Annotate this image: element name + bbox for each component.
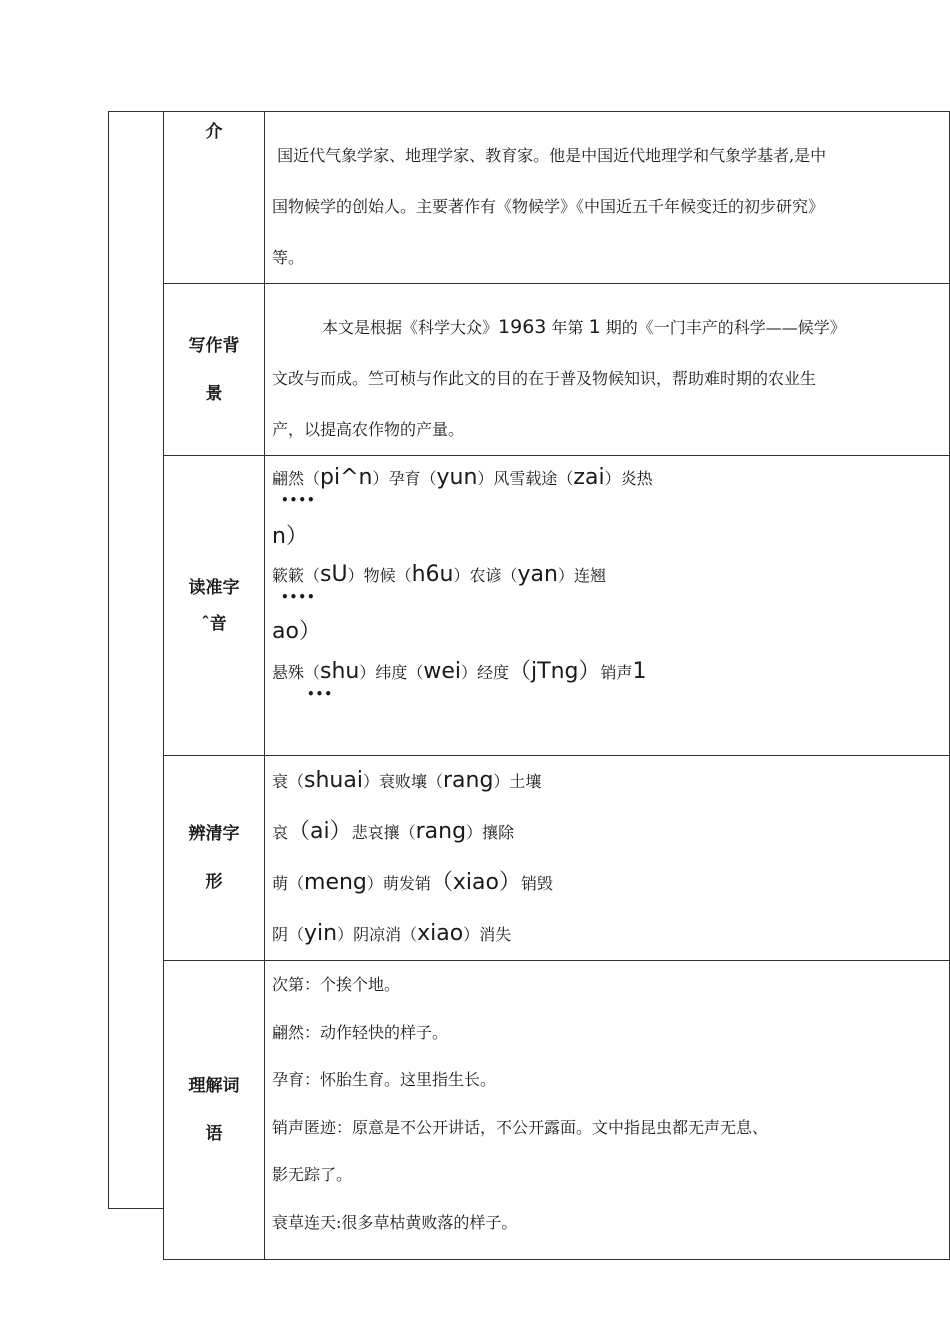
intro-line-3: 等。 — [272, 248, 305, 267]
word-text: 哀 — [272, 823, 289, 842]
vocab-line-3: 孕育：怀胎生育。这里指生长。 — [272, 1070, 497, 1089]
row-vocab — [164, 961, 950, 1260]
word-text: 萌（ — [272, 874, 305, 893]
label-vocab-line2: 语 — [205, 1124, 223, 1144]
label-cell-background — [164, 284, 265, 456]
pinyin: （jTng） — [509, 659, 601, 684]
background-line-3: 产，以提高农作物的产量。 — [272, 420, 465, 439]
label-cell-pronunciation — [164, 456, 265, 756]
word-text: ）孕育（ — [372, 469, 437, 488]
glyph-line-2 — [265, 807, 949, 858]
word-text: ）衰败壤（ — [362, 772, 443, 791]
content-cell-glyphs — [265, 756, 950, 961]
word-text: 衰（ — [272, 772, 305, 791]
pinyin: yan — [517, 562, 558, 587]
vocab-list — [265, 961, 949, 1246]
emphasis-dots-3: ••• — [307, 687, 334, 701]
background-line-1 — [272, 302, 943, 353]
word-text: 销声 — [600, 663, 633, 682]
label-pronunciation-line2: ˆ音 — [201, 613, 227, 634]
label-background — [164, 284, 264, 455]
word-text: ）风雪载途（ — [477, 469, 574, 488]
word-text: 翩然（ — [272, 469, 321, 488]
label-glyphs-line1: 辨清字 — [188, 824, 240, 844]
pinyin: rang — [442, 768, 494, 793]
pinyin: zai — [573, 465, 605, 490]
word-text: 簌簌（ — [272, 566, 321, 585]
pinyin: sU — [320, 562, 348, 587]
word-text: 销毁 — [520, 874, 553, 893]
pinyin: shuai — [304, 768, 363, 793]
vocab-line-4: 销声匿迹：原意是不公开讲话，不公开露面。文中指昆虫都无声无息、 — [272, 1117, 769, 1137]
pronunciation-overflow-2: ao） — [272, 619, 321, 644]
content-cell-background — [265, 284, 950, 456]
background-text-mid: 年第 — [546, 318, 589, 337]
word-text: 悬殊（ — [272, 663, 321, 682]
background-line-2: 文改与而成。竺可桢与作此文的目的在于普及物候知识，帮助难时期的农业生 — [272, 369, 817, 388]
pinyin: rang — [415, 819, 467, 844]
pinyin: h6u — [411, 562, 454, 587]
label-glyphs-line2: 形 — [205, 872, 223, 892]
row-background — [164, 284, 950, 456]
label-vocab — [164, 961, 264, 1259]
pinyin: xiao — [417, 921, 464, 946]
label-cell-intro — [164, 112, 265, 284]
pinyin: （ai） — [288, 819, 352, 844]
label-intro: 介 — [205, 122, 223, 142]
pinyin: （xiao） — [430, 870, 521, 895]
word-text: 悲哀攘（ — [351, 823, 416, 842]
word-text: ）纬度（ — [359, 663, 424, 682]
intro-paragraph — [265, 112, 949, 283]
vocab-line-6: 衰草连天:很多草枯黄败落的样子。 — [272, 1212, 518, 1232]
intro-line-1: 国近代气象学家、地理学家、教育家。他是中国近代地理学和气象学基者,是中 — [272, 146, 827, 165]
lesson-table — [163, 111, 950, 1260]
background-text-pre: 本文是根据《科学大众》 — [322, 318, 499, 337]
pinyin: pi^n — [320, 465, 373, 490]
word-text: ）土壤 — [493, 772, 542, 791]
row-glyphs — [164, 756, 950, 961]
intro-line-2: 国物候学的创始人。主要著作有《物候学》《中国近五千年候变迁的初步研究》 — [272, 197, 825, 216]
row-pronunciation — [164, 456, 950, 756]
pronunciation-row-1 — [265, 464, 949, 493]
emphasis-dots-2: •••• — [281, 590, 316, 604]
background-text-post: 期的《一门丰产的科学——候学》 — [600, 318, 846, 337]
label-vocab-line1: 理解词 — [188, 1076, 240, 1096]
background-year: 1963 — [498, 316, 547, 338]
label-background-line1: 写作背 — [188, 335, 240, 356]
pronunciation-row-3 — [265, 658, 949, 687]
pronunciation-overflow-1: n） — [272, 524, 308, 549]
glyphs-list — [265, 756, 949, 960]
pronunciation-row-2 — [265, 561, 949, 590]
pinyin: 1 — [632, 659, 647, 684]
label-cell-vocab — [164, 961, 265, 1260]
label-pronunciation — [164, 456, 264, 755]
word-text: ）阴凉消（ — [337, 925, 418, 944]
background-issue-number: 1 — [588, 316, 601, 338]
content-cell-intro — [265, 112, 950, 284]
word-text: ）攘除 — [466, 823, 515, 842]
row-intro — [164, 112, 950, 284]
vocab-line-1: 次第：个挨个地。 — [272, 975, 401, 994]
vocab-line-2: 翩然：动作轻快的样子。 — [272, 1022, 449, 1042]
label-pronunciation-line1: 读准字 — [188, 577, 240, 598]
vocab-line-5: 影无踪了。 — [272, 1165, 353, 1184]
glyph-line-1 — [265, 756, 949, 807]
emphasis-dots-1: •••• — [281, 493, 316, 507]
word-text: ）消失 — [463, 925, 512, 944]
word-text: ）农谚（ — [453, 566, 518, 585]
pronunciation-list — [265, 456, 949, 701]
word-text: 阴（ — [272, 925, 305, 944]
background-paragraph — [265, 284, 949, 455]
pinyin: yin — [304, 921, 338, 946]
glyph-line-3 — [265, 858, 949, 909]
pinyin: shu — [320, 659, 360, 684]
label-glyphs — [164, 756, 264, 960]
content-cell-pronunciation — [265, 456, 950, 756]
word-text: ）经度 — [461, 663, 510, 682]
word-text: ）炎热 — [604, 469, 653, 488]
pinyin: yun — [436, 465, 478, 490]
content-cell-vocab — [265, 961, 950, 1260]
word-text: ）萌发销 — [366, 874, 431, 893]
word-text: ）连翘 — [557, 566, 606, 585]
pinyin: meng — [304, 870, 367, 895]
pinyin: wei — [423, 659, 462, 684]
word-text: ）物候（ — [347, 566, 412, 585]
outer-column-cell — [108, 111, 163, 1209]
label-background-line2: 景 — [205, 383, 223, 404]
label-cell-glyphs — [164, 756, 265, 961]
glyph-line-4 — [265, 909, 949, 960]
